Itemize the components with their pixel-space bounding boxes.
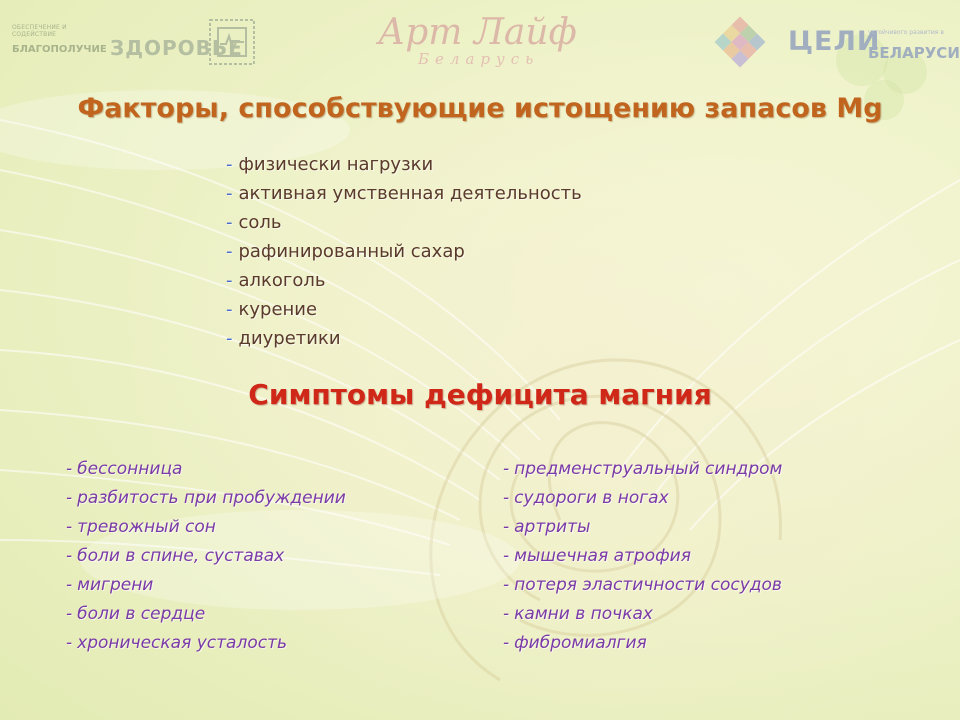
- bullet-dash: -: [503, 517, 510, 537]
- health-logo-text: БЛАГОПОЛУЧИЕ: [12, 44, 107, 55]
- bullet-dash: -: [226, 154, 233, 175]
- factor-text: активная умственная деятельность: [238, 183, 582, 204]
- sdg-logo-word: ЦЕЛИ: [788, 26, 881, 57]
- bullet-dash: -: [66, 517, 73, 537]
- bullet-dash: -: [226, 241, 233, 262]
- symptom-text: артриты: [514, 517, 591, 537]
- symptom-item: [66, 629, 346, 658]
- symptom-text: разбитость при пробуждении: [77, 488, 346, 508]
- symptom-text: бессонница: [77, 459, 183, 479]
- symptom-text: фибромиалгия: [514, 633, 647, 653]
- factor-item: [226, 179, 582, 208]
- bullet-dash: -: [66, 459, 73, 479]
- symptom-item: [66, 513, 346, 542]
- symptom-text: боли в сердце: [77, 604, 206, 624]
- bullet-dash: -: [226, 270, 233, 291]
- health-logo: [12, 10, 262, 70]
- factor-item: [226, 266, 582, 295]
- symptom-item: [66, 455, 346, 484]
- symptom-item: [66, 484, 346, 513]
- factor-item: [226, 324, 582, 353]
- bullet-dash: -: [503, 459, 510, 479]
- factor-text: физически нагрузки: [238, 154, 434, 175]
- bullet-dash: -: [503, 546, 510, 566]
- factor-item: [226, 237, 582, 266]
- factor-text: алкоголь: [238, 270, 326, 291]
- health-emblem-icon: [204, 14, 260, 70]
- symptoms-list-right: [503, 455, 782, 658]
- symptom-item: [66, 542, 346, 571]
- bullet-dash: -: [66, 575, 73, 595]
- bullet-dash: -: [226, 183, 233, 204]
- symptom-text: потеря эластичности сосудов: [514, 575, 782, 595]
- bullet-dash: -: [66, 488, 73, 508]
- sdg-logo-small-text: устойчивого развития в: [868, 29, 944, 36]
- symptom-item: [503, 484, 782, 513]
- symptoms-title: Симптомы дефицита магния: [248, 378, 712, 411]
- symptom-item: [503, 455, 782, 484]
- bullet-dash: -: [503, 633, 510, 653]
- factor-text: диуретики: [238, 328, 341, 349]
- bullet-dash: -: [503, 575, 510, 595]
- art-life-logo-title: Арт Лайф: [378, 12, 577, 53]
- symptom-item: [503, 629, 782, 658]
- symptom-item: [66, 571, 346, 600]
- bullet-dash: -: [503, 604, 510, 624]
- bullet-dash: -: [226, 212, 233, 233]
- symptom-text: мышечная атрофия: [514, 546, 691, 566]
- symptom-item: [503, 513, 782, 542]
- bullet-dash: -: [226, 299, 233, 320]
- factor-text: курение: [238, 299, 318, 320]
- factors-title: Факторы, способствующие истощению запасов Mg: [77, 93, 883, 124]
- bullet-dash: -: [503, 488, 510, 508]
- factor-text: соль: [238, 212, 282, 233]
- symptom-text: хроническая усталость: [77, 633, 287, 653]
- factor-item: [226, 295, 582, 324]
- art-life-logo-subtitle: Беларусь: [418, 50, 540, 68]
- symptom-text: предменструальный синдром: [514, 459, 783, 479]
- health-logo-small-text: ОБЕСПЕЧЕНИЕ И СОДЕЙСТВИЕ: [12, 24, 67, 38]
- sdg-logo: [708, 8, 960, 78]
- symptom-text: мигрени: [77, 575, 154, 595]
- symptom-text: судороги в ногах: [514, 488, 669, 508]
- symptom-item: [66, 600, 346, 629]
- bullet-dash: -: [226, 328, 233, 349]
- bullet-dash: -: [66, 546, 73, 566]
- symptom-item: [503, 600, 782, 629]
- symptom-item: [503, 571, 782, 600]
- sdg-logo-country: БЕЛАРУСИ: [868, 44, 960, 62]
- health-logo-big-text: ЗДОРОВЬЕ: [110, 36, 243, 60]
- factor-text: рафинированный сахар: [238, 241, 465, 262]
- symptom-text: боли в спине, суставах: [77, 546, 285, 566]
- art-life-logo: [372, 12, 577, 76]
- bullet-dash: -: [66, 604, 73, 624]
- sdg-diamond-icon: [710, 12, 770, 72]
- symptom-text: тревожный сон: [77, 517, 216, 537]
- factor-item: [226, 150, 582, 179]
- symptom-item: [503, 542, 782, 571]
- factor-item: [226, 208, 582, 237]
- symptom-text: камни в почках: [514, 604, 653, 624]
- symptoms-list-left: [66, 455, 346, 658]
- factors-list: [226, 150, 582, 353]
- bullet-dash: -: [66, 633, 73, 653]
